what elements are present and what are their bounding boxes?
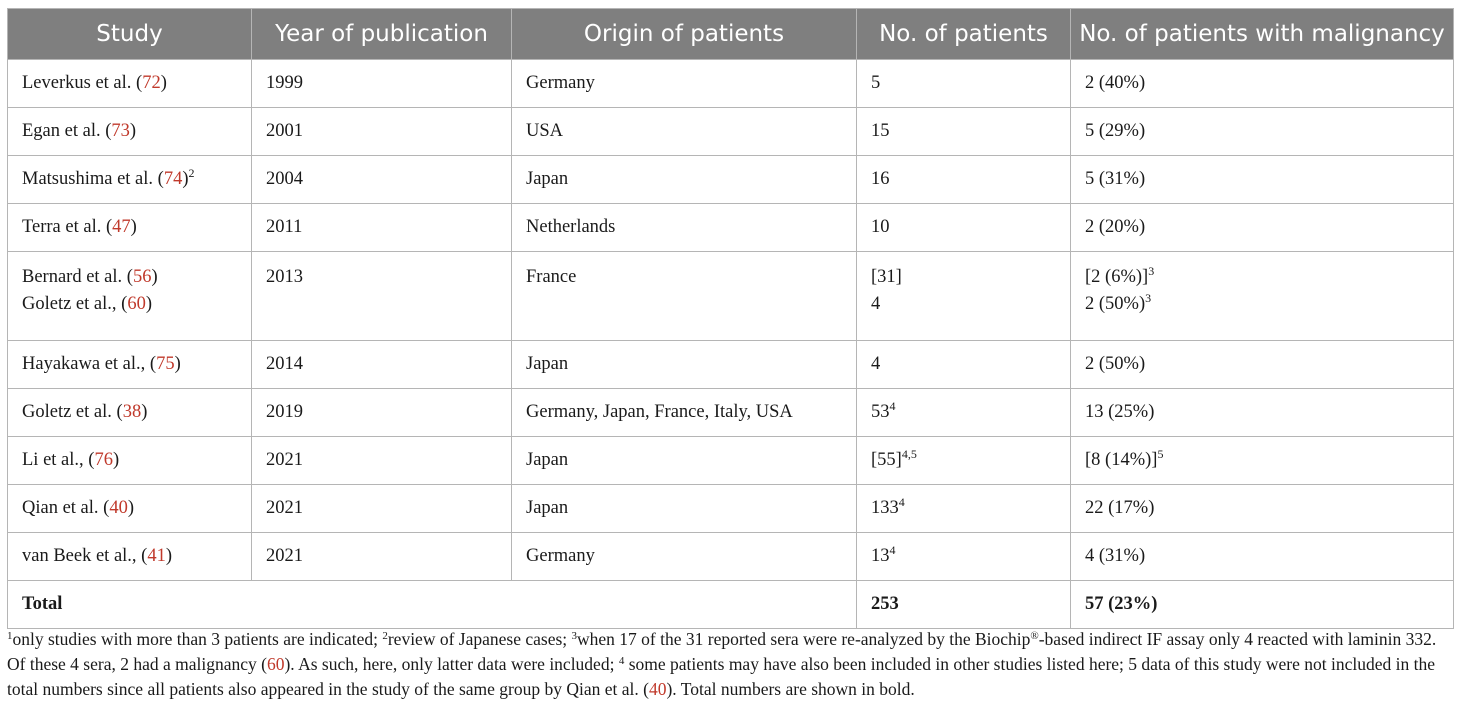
cell-malignancy: 2 (20%) bbox=[1071, 204, 1454, 252]
cell-study: Leverkus et al. (72) bbox=[8, 60, 252, 108]
cell-study: Bernard et al. (56) Goletz et al., (60) bbox=[8, 252, 252, 341]
cell-malignancy: [2 (6%)]$^3$ 2 $(50\%)^3$ bbox=[1071, 252, 1454, 341]
footnote-marker: 4 bbox=[889, 543, 896, 557]
cell-malignancy: [8 (14%)]$^5$ bbox=[1071, 437, 1454, 485]
table-row bbox=[8, 60, 1454, 108]
table-row bbox=[8, 533, 1454, 581]
footnote-marker: 3 bbox=[1145, 291, 1152, 305]
cell-origin: Japan bbox=[512, 485, 857, 533]
footnote-marker: 4 bbox=[898, 495, 905, 509]
header-row bbox=[8, 9, 1454, 60]
table-row bbox=[8, 485, 1454, 533]
cell-year: 2021 bbox=[252, 533, 512, 581]
cell-patients: $133^4$ bbox=[857, 485, 1071, 533]
cell-year: 2021 bbox=[252, 485, 512, 533]
cell-study: Matsushima et al. $(74)^2$ bbox=[8, 156, 252, 204]
cell-year: 2004 bbox=[252, 156, 512, 204]
cell-origin: Netherlands bbox=[512, 204, 857, 252]
cell-year: 1999 bbox=[252, 60, 512, 108]
cell-study: Egan et al. (73) bbox=[8, 108, 252, 156]
cell-origin: Japan bbox=[512, 341, 857, 389]
table-row bbox=[8, 156, 1454, 204]
cell-year: 2021 bbox=[252, 437, 512, 485]
cell-patients: $53^4$ bbox=[857, 389, 1071, 437]
reference-link[interactable]: 76 bbox=[94, 450, 113, 470]
reference-link[interactable]: 40 bbox=[109, 498, 128, 518]
cell-origin: Germany bbox=[512, 533, 857, 581]
cell-patients: [31] 4 bbox=[857, 252, 1071, 341]
header-patients: No. of patients bbox=[857, 9, 1071, 60]
footnote-marker: 4,5 bbox=[901, 447, 917, 461]
reference-link[interactable]: 38 bbox=[122, 402, 142, 422]
studies-table bbox=[7, 8, 1454, 629]
cell-year: 2013 bbox=[252, 252, 512, 341]
cell-year: 2001 bbox=[252, 108, 512, 156]
footnote-marker: 2 bbox=[188, 166, 195, 180]
reference-link[interactable]: 47 bbox=[112, 217, 131, 237]
header-study: Study bbox=[8, 9, 252, 60]
cell-origin: Germany, Japan, France, Italy, USA bbox=[512, 389, 857, 437]
cell-origin: USA bbox=[512, 108, 857, 156]
cell-malignancy: 5 (31%) bbox=[1071, 156, 1454, 204]
cell-origin: France bbox=[512, 252, 857, 341]
cell-malignancy: 4 (31%) bbox=[1071, 533, 1454, 581]
header-origin: Origin of patients bbox=[512, 9, 857, 60]
cell-study: Qian et al. (40) bbox=[8, 485, 252, 533]
table-row bbox=[8, 252, 1454, 341]
cell-study: van Beek et al., (41) bbox=[8, 533, 252, 581]
cell-origin: Japan bbox=[512, 437, 857, 485]
cell-malignancy: 2 (40%) bbox=[1071, 60, 1454, 108]
total-malignancy: 57 (23%) bbox=[1071, 581, 1454, 629]
reference-link[interactable]: 60 bbox=[266, 654, 285, 674]
cell-year: 2019 bbox=[252, 389, 512, 437]
cell-origin: Germany bbox=[512, 60, 857, 108]
reference-link[interactable]: 40 bbox=[648, 679, 667, 699]
total-patients: 253 bbox=[857, 581, 1071, 629]
cell-study: Terra et al. (47) bbox=[8, 204, 252, 252]
cell-study: Hayakawa et al., (75) bbox=[8, 341, 252, 389]
footnote-marker: 4 bbox=[889, 399, 896, 413]
cell-malignancy: 13 (25%) bbox=[1071, 389, 1454, 437]
header-malignancy: No. of patients with malignancy bbox=[1071, 9, 1454, 60]
cell-study: Goletz et al. (38) bbox=[8, 389, 252, 437]
cell-malignancy: 2 (50%) bbox=[1071, 341, 1454, 389]
header-year: Year of publication bbox=[252, 9, 512, 60]
cell-patients: 5 bbox=[857, 60, 1071, 108]
cell-malignancy: 22 (17%) bbox=[1071, 485, 1454, 533]
cell-year: 2011 bbox=[252, 204, 512, 252]
reference-link[interactable]: 75 bbox=[156, 354, 175, 374]
table-row bbox=[8, 341, 1454, 389]
cell-patients: 10 bbox=[857, 204, 1071, 252]
table-row bbox=[8, 389, 1454, 437]
cell-patients: 4 bbox=[857, 341, 1071, 389]
cell-patients: $[55]^{4,5}$ bbox=[857, 437, 1071, 485]
reference-link[interactable]: 72 bbox=[142, 73, 161, 93]
cell-patients: 16 bbox=[857, 156, 1071, 204]
reference-link[interactable]: 56 bbox=[132, 267, 152, 287]
total-label: Total bbox=[8, 581, 857, 629]
table-row bbox=[8, 108, 1454, 156]
cell-patients: $13^4$ bbox=[857, 533, 1071, 581]
cell-patients: 15 bbox=[857, 108, 1071, 156]
reference-link[interactable]: 41 bbox=[147, 546, 166, 566]
cell-study: Li et al., (76) bbox=[8, 437, 252, 485]
table-row bbox=[8, 437, 1454, 485]
total-row bbox=[8, 581, 1454, 629]
reference-link[interactable]: 73 bbox=[111, 121, 130, 141]
cell-malignancy: 5 (29%) bbox=[1071, 108, 1454, 156]
cell-year: 2014 bbox=[252, 341, 512, 389]
table-row bbox=[8, 204, 1454, 252]
reference-link[interactable]: 60 bbox=[127, 294, 146, 314]
table-footnote: $^1$only studies with more than 3 patients are indicated; $^2$review of Japanese cases; $^3$when 17 of the 31 reported sera were re-analyzed by the Biochip®-based indirect IF assay only 4 reacted with laminin 332. Of these 4 sera, 2 had a malignancy (60). As such, here, only latter data were included; $^4$ some patients may have also been included in other studies listed here; 5 data of this study were not included in the total numbers since all patients also appeared in the study of the same group by Qian et al. (40). Total numbers are shown in bold. bbox=[7, 629, 1437, 699]
cell-origin: Japan bbox=[512, 156, 857, 204]
footnote-marker: 3 bbox=[1148, 264, 1155, 278]
footnote-marker: 5 bbox=[1157, 447, 1164, 461]
reference-link[interactable]: 74 bbox=[163, 169, 183, 189]
